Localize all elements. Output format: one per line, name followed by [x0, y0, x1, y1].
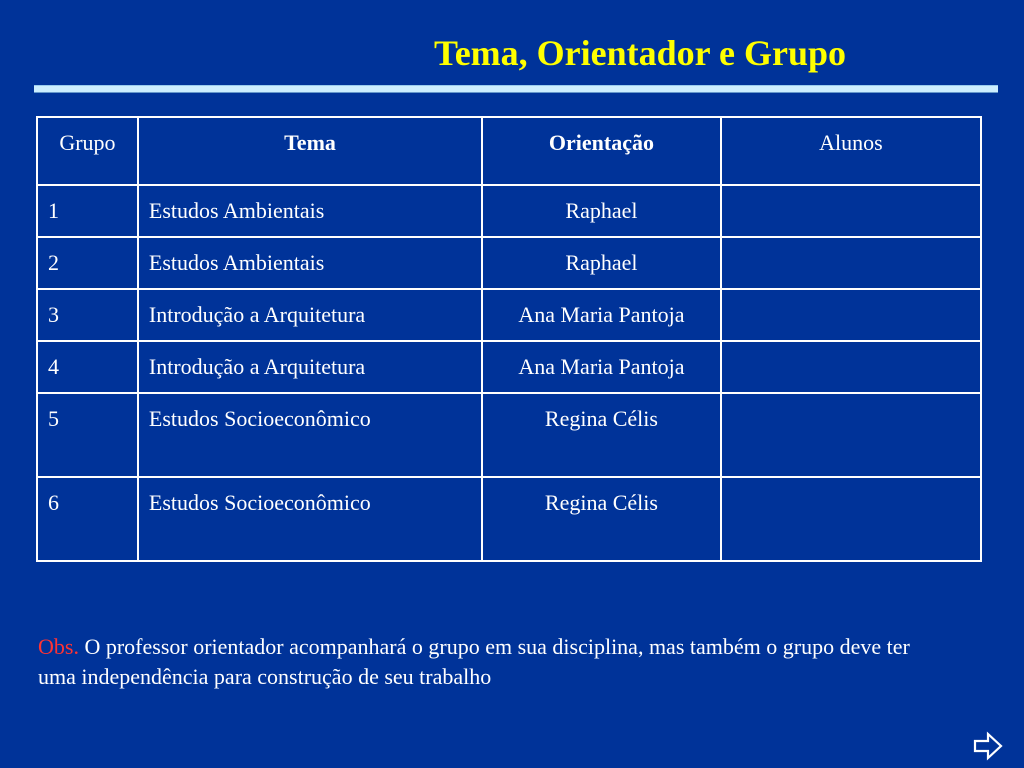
table-row [37, 477, 981, 561]
cell-alunos [721, 289, 981, 341]
table-row [37, 393, 981, 477]
cell-grupo: 2 [37, 237, 138, 289]
cell-tema: Estudos Ambientais [138, 185, 482, 237]
cell-tema: Introdução a Arquitetura [138, 341, 482, 393]
observation-text: O professor orientador acompanhará o grupo em sua disciplina, mas também o grupo deve ter uma independência para construção de seu trabalho [38, 634, 910, 689]
slide-title: Tema, Orientador e Grupo [434, 33, 846, 73]
cell-alunos [721, 393, 981, 477]
next-slide-arrow-graphic [972, 730, 1004, 762]
cell-orientacao: Ana Maria Pantoja [482, 341, 721, 393]
arrow-right-outline-icon[interactable] [972, 730, 1004, 762]
title-divider [34, 85, 998, 93]
header-alunos: Alunos [721, 117, 981, 185]
cell-orientacao: Regina Célis [482, 393, 721, 477]
cell-orientacao: Raphael [482, 237, 721, 289]
cell-orientacao: Regina Célis [482, 477, 721, 561]
table-header-row [37, 117, 981, 185]
cell-orientacao: Ana Maria Pantoja [482, 289, 721, 341]
table-row [37, 237, 981, 289]
cell-alunos [721, 477, 981, 561]
cell-tema: Estudos Socioeconômico [138, 393, 482, 477]
cell-grupo: 3 [37, 289, 138, 341]
header-orientacao: Orientação [482, 117, 721, 185]
groups-table [36, 116, 982, 562]
cell-tema: Introdução a Arquitetura [138, 289, 482, 341]
cell-grupo: 1 [37, 185, 138, 237]
cell-tema: Estudos Socioeconômico [138, 477, 482, 561]
cell-grupo: 4 [37, 341, 138, 393]
cell-grupo: 6 [37, 477, 138, 561]
table-row [37, 185, 981, 237]
cell-alunos [721, 185, 981, 237]
header-grupo: Grupo [37, 117, 138, 185]
cell-tema: Estudos Ambientais [138, 237, 482, 289]
cell-alunos [721, 237, 981, 289]
table-row [37, 289, 981, 341]
table-row [37, 341, 981, 393]
observation-note [38, 632, 938, 692]
observation-label: Obs. [38, 634, 79, 659]
cell-alunos [721, 341, 981, 393]
header-tema: Tema [138, 117, 482, 185]
cell-grupo: 5 [37, 393, 138, 477]
cell-orientacao: Raphael [482, 185, 721, 237]
